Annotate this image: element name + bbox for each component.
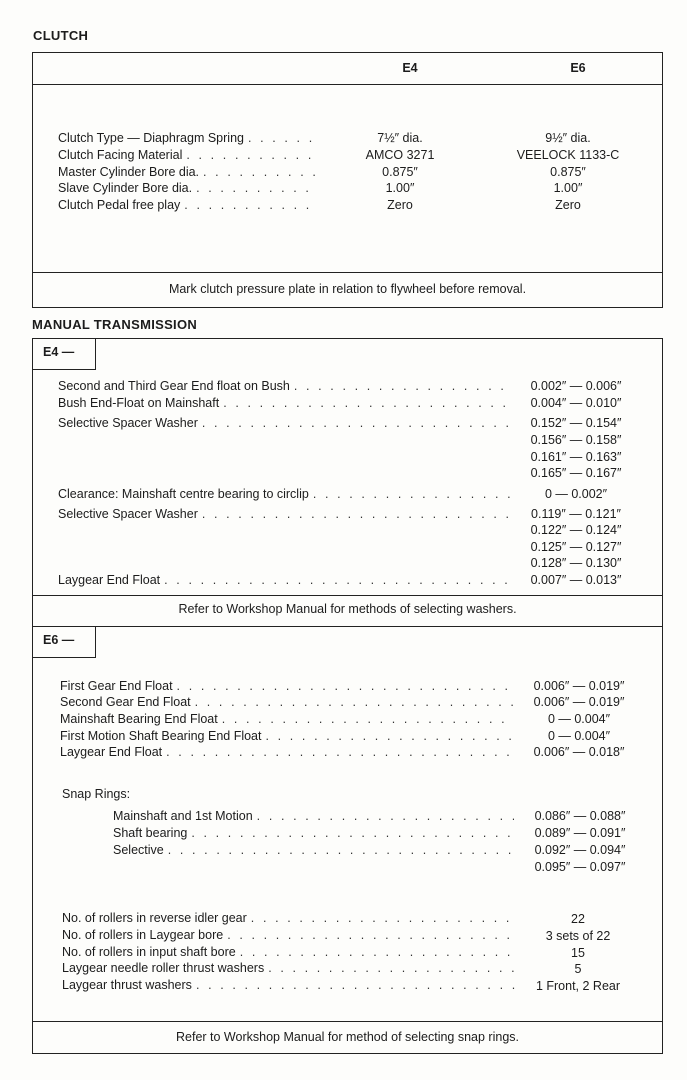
e6-row-label: Second Gear End Float <box>60 695 191 709</box>
snap-row <box>113 826 514 840</box>
count-row <box>62 978 516 992</box>
snap-row-value: 0.089″ — 0.091″ <box>534 826 626 840</box>
clutch-col-e6: E6 <box>570 61 586 75</box>
e6-row <box>60 745 514 759</box>
e6-row-label: First Motion Shaft Bearing End Float <box>60 729 262 743</box>
e4-row-label: Bush End-Float on Mainshaft <box>58 396 220 410</box>
e4-row <box>58 487 510 501</box>
e4-row-value: 0.161″ — 0.163″ <box>530 450 622 464</box>
e6-tag: E6 — <box>32 626 96 658</box>
count-row-value: 22 <box>571 912 585 926</box>
e4-row <box>58 379 510 393</box>
count-row-value: 15 <box>571 946 585 960</box>
clutch-row-label: Master Cylinder Bore dia. <box>58 165 200 179</box>
e6-row-value: 0 — 0.004″ <box>547 712 611 726</box>
snap-row <box>113 809 514 823</box>
snap-rings-heading: Snap Rings: <box>62 787 131 801</box>
snap-row-label: Mainshaft and 1st Motion <box>113 809 253 823</box>
snap-row-label: Selective <box>113 843 164 857</box>
snap-row <box>113 843 514 857</box>
e6-note: Refer to Workshop Manual for method of selecting snap rings. <box>176 1030 519 1044</box>
e6-row <box>60 729 514 743</box>
clutch-row-label: Clutch Facing Material <box>58 148 183 162</box>
snap-row-value: 0.095″ — 0.097″ <box>534 860 626 874</box>
clutch-row-e4: 7½″ dia. <box>377 131 423 145</box>
count-row-label: Laygear thrust washers <box>62 978 192 992</box>
clutch-row-e6: 0.875″ <box>550 165 586 179</box>
count-row <box>62 961 516 975</box>
e4-row-label: Clearance: Mainshaft centre bearing to circlip <box>58 487 309 501</box>
count-row-value: 3 sets of 22 <box>545 929 611 943</box>
e6-row <box>60 679 514 693</box>
clutch-row-e6: VEELOCK 1133-C <box>516 148 620 162</box>
e4-row-value: 0.128″ — 0.130″ <box>530 556 622 570</box>
clutch-row-e4: 0.875″ <box>382 165 418 179</box>
clutch-note-divider <box>32 272 663 273</box>
e6-row <box>60 695 514 709</box>
clutch-row-e6: Zero <box>555 198 581 212</box>
clutch-header-divider <box>32 84 663 85</box>
e4-note: Refer to Workshop Manual for methods of selecting washers. <box>178 602 517 616</box>
clutch-row-label: Clutch Pedal free play <box>58 198 181 212</box>
e4-row-label: Selective Spacer Washer <box>58 507 198 521</box>
clutch-row <box>58 181 316 195</box>
manual-heading: MANUAL TRANSMISSION <box>32 317 198 332</box>
count-row-value: 5 <box>574 962 582 976</box>
clutch-row-e4: AMCO 3271 <box>365 148 435 162</box>
clutch-row-label: Slave Cylinder Bore dia. <box>58 181 193 195</box>
e4-row-value: 0.119″ — 0.121″ <box>531 507 621 521</box>
e4-row-value: 0.165″ — 0.167″ <box>530 466 622 480</box>
clutch-row <box>58 165 316 179</box>
count-row <box>62 945 516 959</box>
e4-row-label: Second and Third Gear End float on Bush <box>58 379 290 393</box>
e4-row-value: 0.002″ — 0.006″ <box>530 379 622 393</box>
e4-row <box>58 507 510 521</box>
snap-row-label: Shaft bearing <box>113 826 188 840</box>
e6-row-value: 0.006″ — 0.018″ <box>533 745 625 759</box>
clutch-note: Mark clutch pressure plate in relation to flywheel before removal. <box>168 282 527 296</box>
e6-row-value: 0 — 0.004″ <box>547 729 611 743</box>
e6-row-label: Mainshaft Bearing End Float <box>60 712 218 726</box>
e4-row-value: 0.007″ — 0.013″ <box>530 573 622 587</box>
clutch-row-label: Clutch Type — Diaphragm Spring <box>58 131 244 145</box>
clutch-row-e4: 1.00″ <box>385 181 415 195</box>
count-row <box>62 911 516 925</box>
e4-tag: E4 — <box>32 338 96 370</box>
e6-row-value: 0.006″ — 0.019″ <box>533 679 625 693</box>
clutch-row <box>58 148 316 162</box>
e4-note-divider-bottom <box>32 626 663 627</box>
e6-row-label: First Gear End Float <box>60 679 173 693</box>
count-row-value: 1 Front, 2 Rear <box>535 979 621 993</box>
count-row <box>62 928 516 942</box>
e4-row <box>58 396 510 410</box>
clutch-row <box>58 198 316 212</box>
e4-row-value: 0.152″ — 0.154″ <box>530 416 622 430</box>
e6-row-value: 0.006″ — 0.019″ <box>533 695 625 709</box>
e6-row <box>60 712 514 726</box>
clutch-row-e6: 1.00″ <box>553 181 583 195</box>
count-row-label: No. of rollers in input shaft bore <box>62 945 236 959</box>
e4-row-label: Laygear End Float <box>58 573 161 587</box>
clutch-col-e4: E4 <box>402 61 418 75</box>
e4-row-value: 0.004″ — 0.010″ <box>530 396 622 410</box>
clutch-heading: CLUTCH <box>33 28 89 43</box>
clutch-table <box>32 52 663 308</box>
e4-row-value: 0.125″ — 0.127″ <box>530 540 622 554</box>
e4-row-value: 0 — 0.002″ <box>544 487 608 501</box>
e4-row-value: 0.156″ — 0.158″ <box>530 433 622 447</box>
clutch-row-e4: Zero <box>387 198 413 212</box>
count-row-label: Laygear needle roller thrust washers <box>62 961 265 975</box>
e6-note-divider <box>32 1021 663 1022</box>
snap-row-value: 0.086″ — 0.088″ <box>534 809 626 823</box>
clutch-row <box>58 131 316 145</box>
e4-row <box>58 416 510 430</box>
e4-note-divider-top <box>32 595 663 596</box>
clutch-row-e6: 9½″ dia. <box>545 131 591 145</box>
snap-row-value: 0.092″ — 0.094″ <box>534 843 626 857</box>
count-row-label: No. of rollers in reverse idler gear <box>62 911 247 925</box>
e4-row-label: Selective Spacer Washer <box>58 416 198 430</box>
e4-row-value: 0.122″ — 0.124″ <box>530 523 622 537</box>
count-row-label: No. of rollers in Laygear bore <box>62 928 224 942</box>
e6-row-label: Laygear End Float <box>60 745 163 759</box>
e4-row <box>58 573 510 587</box>
